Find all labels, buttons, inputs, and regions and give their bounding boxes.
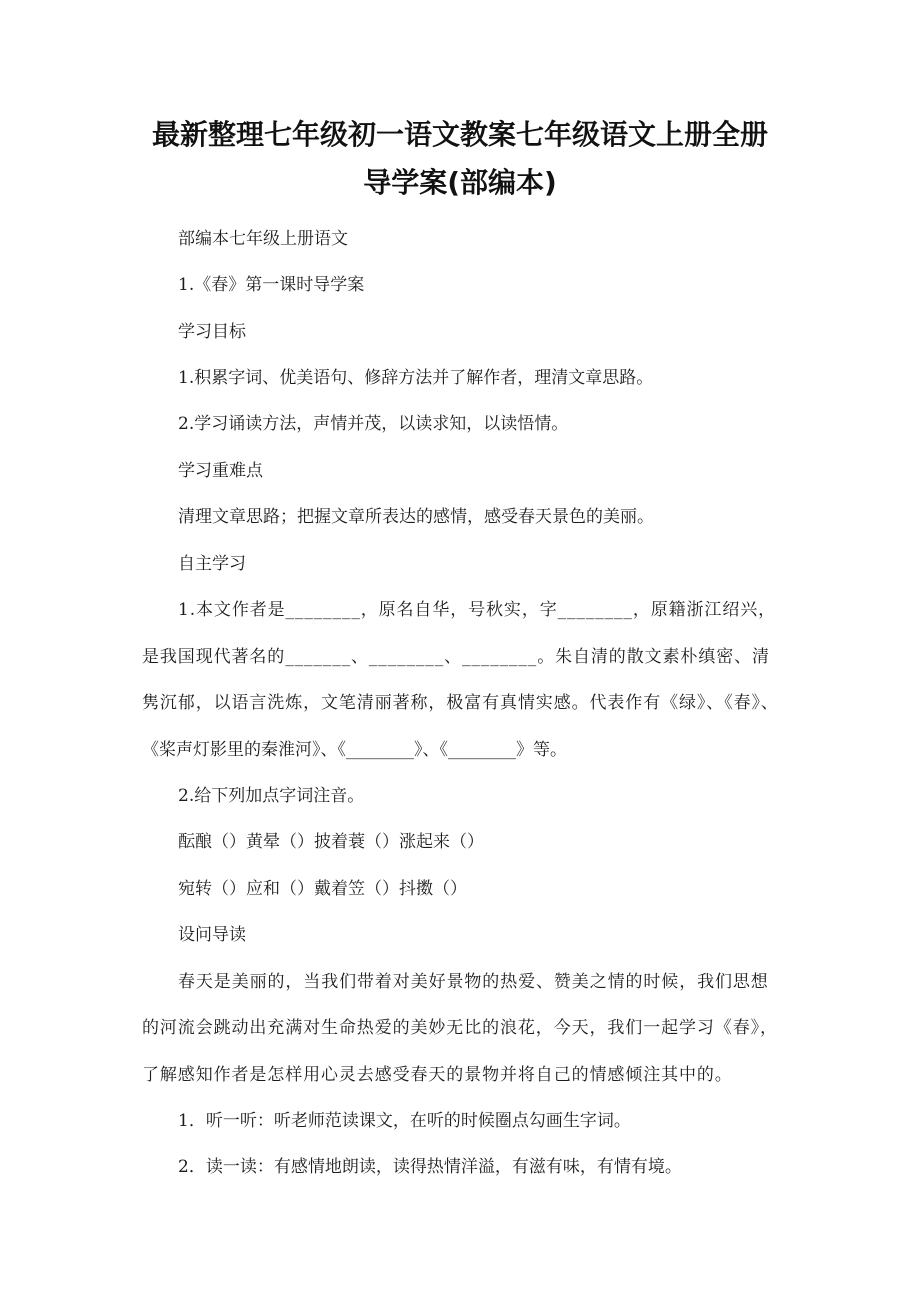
guided-reading-line-2: 的河流会跳动出充满对生命热爱的美妙无比的浪花，今天，我们一起学习《春》， [142, 1018, 778, 1038]
activity-listen: 1．听一听：听老师范读课文，在听的时候圈点勾画生字词。 [178, 1111, 631, 1131]
self-study-item-1-line-1: 1.本文作者是________，原名自华，号秋实，字________，原籍浙江绍兴， [178, 600, 777, 620]
self-study-item-1-line-2: 是我国现代著名的_______、________、________。朱自清的散文素朴缜密、清 [142, 647, 770, 667]
pinyin-exercise-row-1: 酝酿（）黄晕（）披着蓑（）涨起来（） [178, 832, 484, 852]
key-points-text: 清理文章思路；把握文章所表达的感情，感受春天景色的美丽。 [178, 507, 654, 527]
self-study-item-1-line-3: 隽沉郁，以语言洗炼，文笔清丽著称，极富有真情实感。代表作有《绿》、《春》、 [142, 693, 779, 713]
section-heading-key-points: 学习重难点 [178, 461, 263, 481]
guided-reading-line-1: 春天是美丽的，当我们带着对美好景物的热爱、赞美之情的时候，我们思想 [178, 972, 769, 992]
pinyin-exercise-row-2: 宛转（）应和（）戴着笠（）抖擞（） [178, 879, 467, 899]
guided-reading-line-3: 了解感知作者是怎样用心灵去感受春天的景物并将自己的情感倾注其中的。 [142, 1065, 733, 1085]
subtitle-textbook: 部编本七年级上册语文 [178, 229, 348, 249]
document-title-line-1: 最新整理七年级初一语文教案七年级语文上册全册 [151, 118, 768, 151]
section-heading-objectives: 学习目标 [178, 322, 246, 342]
self-study-item-1-line-4: 《桨声灯影里的秦淮河》、《________》、《________》等。 [142, 740, 567, 760]
objective-1: 1.积累字词、优美语句、修辞方法并了解作者，理清文章思路。 [178, 368, 654, 388]
self-study-item-2: 2.给下列加点字词注音。 [178, 786, 365, 806]
document-title-line-2: 导学案(部编本) [363, 166, 557, 199]
section-heading-guided-reading: 设问导读 [178, 925, 246, 945]
objective-2: 2.学习诵读方法，声情并茂，以读求知，以读悟情。 [178, 414, 569, 434]
lesson-heading: 1.《春》第一课时导学案 [178, 275, 365, 295]
section-heading-self-study: 自主学习 [178, 554, 246, 574]
activity-read: 2．读一读：有感情地朗读，读得热情洋溢，有滋有味，有情有境。 [178, 1157, 682, 1177]
